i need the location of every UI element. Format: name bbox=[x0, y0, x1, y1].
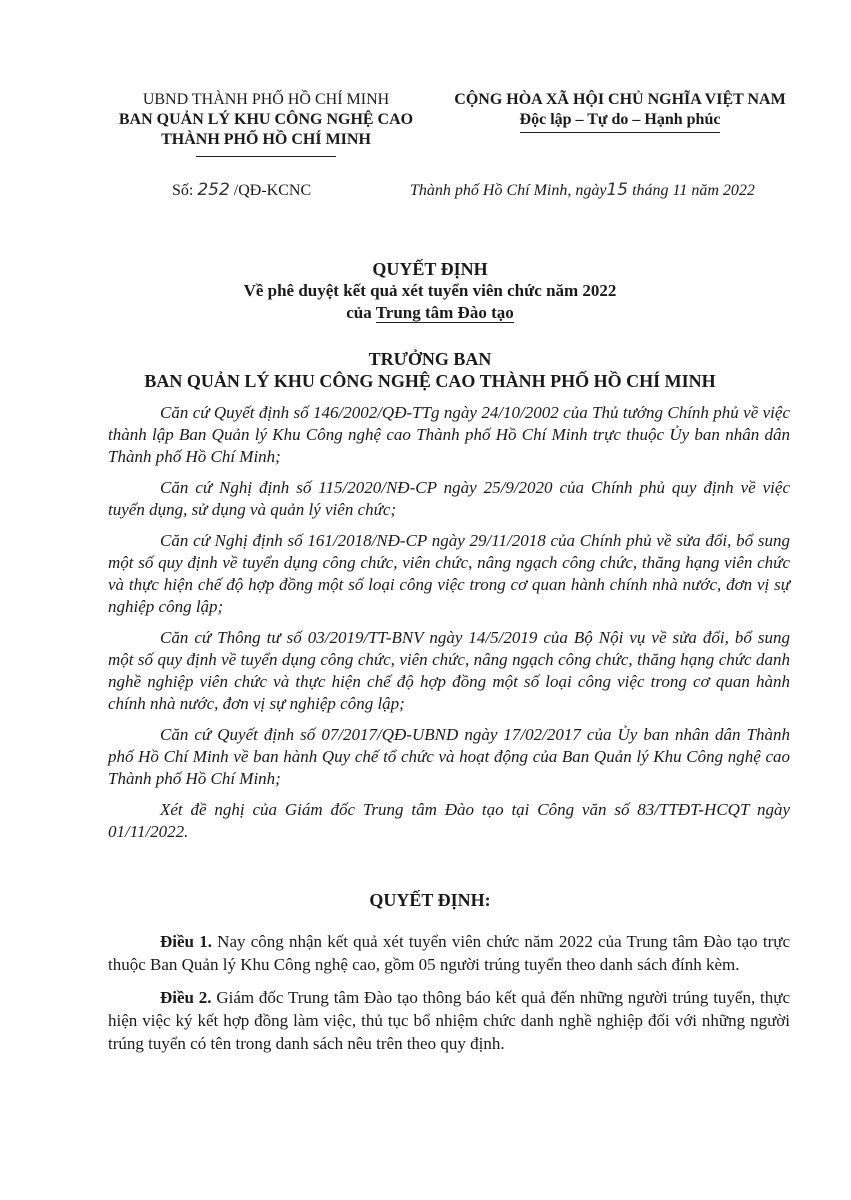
handwritten-day: 15 bbox=[606, 180, 629, 200]
number-suffix: /QĐ-KCNC bbox=[233, 182, 312, 199]
title-line-3-unit: Trung tâm Đào tạo bbox=[375, 303, 514, 322]
legal-basis-item: Căn cứ Quyết định số 146/2002/QĐ-TTg ngày 24/10/2002 của Thủ tướng Chính phủ về việc thành lập Ban Quản lý Khu Công nghệ cao Thành phố Hồ Chí Minh trực thuộc Ủy ban nhân dân Thành phố Hồ Chí Minh; bbox=[108, 403, 790, 466]
date-prefix: Thành phố Hồ Chí Minh, ngày bbox=[410, 182, 607, 199]
legal-basis-item: Căn cứ Quyết định số 07/2017/QĐ-UBND ngày 17/02/2017 của Ủy ban nhân dân Thành phố Hồ Chí Minh về ban hành Quy chế tổ chức và hoạt động của Ban Quản lý Khu Công nghệ cao Thành phố Hồ Chí Minh; bbox=[108, 725, 790, 788]
article-1-text: Nay công nhận kết quả xét tuyển viên chức năm 2022 của Trung tâm Đào tạo trực thuộc Ban Quản lý Khu Công nghệ cao, gồm 05 người trúng tuyển theo danh sách đính kèm. bbox=[108, 932, 791, 974]
article-2-text: Giám đốc Trung tâm Đào tạo thông báo kết quả đến những người trúng tuyển, thực hiện việc ký kết hợp đồng làm việc, thủ tục bổ nhiệm chức danh nghề nghiệp đối với những người trúng tuyển có tên trong danh sách nêu trên theo quy định. bbox=[108, 988, 790, 1053]
issuing-agency-header bbox=[100, 90, 432, 157]
document-number bbox=[172, 180, 311, 200]
national-header bbox=[415, 90, 825, 133]
articles bbox=[108, 930, 790, 1065]
authority-block bbox=[80, 348, 780, 392]
agency-line-2: BAN QUẢN LÝ KHU CÔNG NGHỆ CAO bbox=[118, 111, 414, 128]
legal-basis-item: Căn cứ Nghị định số 115/2020/NĐ-CP ngày 25/9/2020 của Chính phủ quy định về việc tuyển dụng, sử dụng và quản lý viên chức; bbox=[108, 478, 790, 519]
national-title: CỘNG HÒA XÃ HỘI CHỦ NGHĨA VIỆT NAM bbox=[454, 91, 786, 108]
article-1-label: Điều 1. bbox=[160, 932, 212, 951]
authority-line-2: BAN QUẢN LÝ KHU CÔNG NGHỆ CAO THÀNH PHỐ HỒ CHÍ MINH bbox=[144, 371, 716, 391]
legal-basis-item: Căn cứ Nghị định số 161/2018/NĐ-CP ngày 29/11/2018 của Chính phủ về sửa đổi, bổ sung một số quy định về tuyển dụng công chức, viên chức, nâng ngạch công chức, thăng hạng viên chức và thực hiện chế độ hợp đồng một số loại công việc trong cơ quan hành chính nhà nước, đơn vị sự nghiệp công lập; bbox=[108, 531, 790, 616]
authority-line-1: TRƯỞNG BAN bbox=[368, 349, 492, 369]
date-suffix: tháng 11 năm 2022 bbox=[628, 182, 755, 199]
title-line-3-prefix: của bbox=[346, 303, 376, 322]
article-2 bbox=[108, 986, 790, 1055]
agency-underline bbox=[196, 156, 336, 157]
title-line-3 bbox=[80, 302, 780, 324]
handwritten-number: 252 bbox=[197, 180, 230, 200]
issue-date bbox=[410, 180, 825, 200]
legal-basis-item: Căn cứ Thông tư số 03/2019/TT-BNV ngày 14/5/2019 của Bộ Nội vụ về sửa đổi, bổ sung một số quy định về tuyển dụng công chức, viên chức, nâng ngạch công chức, thăng hạng chức danh nghề nghiệp viên chức và thực hiện chế độ hợp đồng một số loại công việc trong cơ quan hành chính nhà nước, đơn vị sự nghiệp công lập; bbox=[108, 628, 790, 713]
document-title bbox=[80, 258, 780, 324]
legal-basis-item: Xét đề nghị của Giám đốc Trung tâm Đào tạo tại Công văn số 83/TTĐT-HCQT ngày 01/11/2022. bbox=[108, 800, 790, 841]
article-1 bbox=[108, 930, 790, 976]
national-motto: Độc lập – Tự do – Hạnh phúc bbox=[520, 110, 721, 133]
legal-bases bbox=[108, 402, 790, 852]
title-line-1: QUYẾT ĐỊNH bbox=[372, 259, 488, 279]
agency-line-3: THÀNH PHỐ HỒ CHÍ MINH bbox=[161, 131, 371, 148]
agency-line-1: UBND THÀNH PHỐ HỒ CHÍ MINH bbox=[142, 91, 390, 108]
title-line-2: Về phê duyệt kết quả xét tuyển viên chức năm 2022 bbox=[243, 281, 617, 300]
number-prefix: Số: bbox=[172, 182, 194, 199]
decision-heading: QUYẾT ĐỊNH: bbox=[369, 890, 491, 910]
article-2-label: Điều 2. bbox=[160, 988, 212, 1007]
